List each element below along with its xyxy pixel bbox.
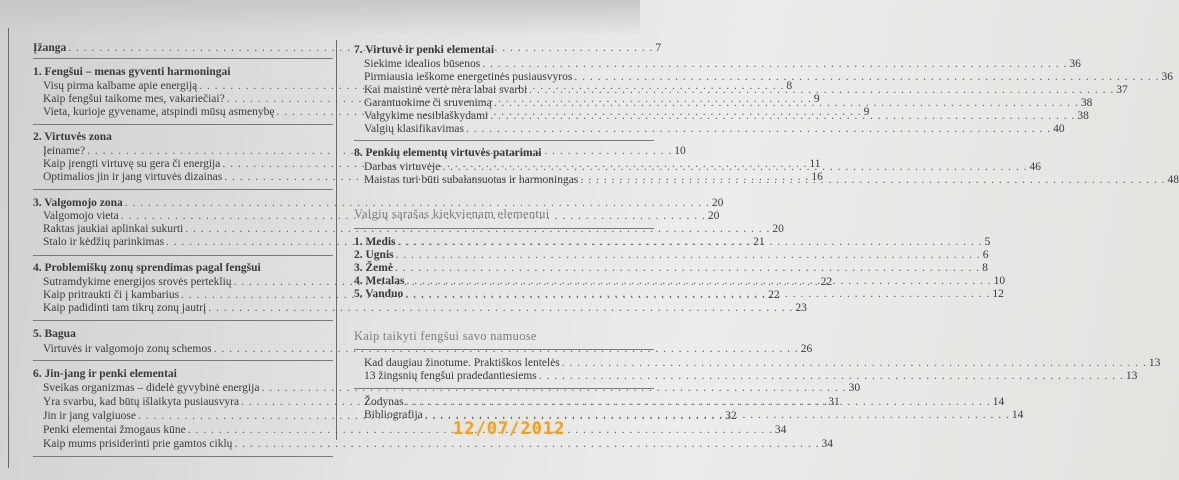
toc-page-number: 22 bbox=[820, 276, 833, 288]
divider bbox=[33, 189, 333, 190]
toc-page-number: 40 bbox=[1053, 123, 1065, 135]
toc-entry bbox=[364, 110, 1089, 122]
toc-entry bbox=[364, 71, 1173, 83]
toc-page-number: 34 bbox=[821, 438, 834, 450]
toc-entry-label: Kaip fengšui taikome mes, vakariečiai? bbox=[43, 93, 225, 105]
toc-entry-label: 2. Ugnis bbox=[354, 249, 394, 261]
divider bbox=[33, 58, 333, 59]
dot-leader bbox=[539, 370, 1124, 382]
left-margin-rule bbox=[8, 28, 9, 468]
toc-page-number: 14 bbox=[992, 396, 1005, 408]
toc-entry-label: Pirmiausia ieškome energetinės pusiausvyros bbox=[364, 71, 573, 83]
toc-entry-label: Kad daugiau žinotume. Praktiškos lentelės bbox=[364, 357, 560, 369]
toc-entry-label: 13 žingsnių fengšui pradedantiesiems bbox=[364, 370, 537, 382]
toc-section-title: 6. Jin-jang ir penki elementai bbox=[33, 368, 177, 380]
toc-page-number: 38 bbox=[1077, 110, 1089, 122]
toc-page-number: 9 bbox=[813, 93, 820, 105]
dot-leader bbox=[490, 110, 1075, 122]
divider bbox=[33, 456, 333, 457]
toc-entry-label: Optimalios jin ir jang virtuvės dizainas bbox=[43, 171, 223, 183]
toc-entry bbox=[364, 357, 1161, 369]
dot-leader bbox=[580, 174, 1165, 186]
toc-page-number: 14 bbox=[1011, 409, 1024, 421]
toc-page-number: 20 bbox=[707, 210, 720, 222]
toc-entry-label: 4. Metalas bbox=[354, 275, 405, 287]
toc-entry-label: Kaip pritraukti či į kambarius bbox=[43, 289, 180, 301]
toc-entry-label: Valgykime nesiblaškydami bbox=[364, 110, 489, 122]
divider bbox=[354, 349, 654, 350]
toc-entry-label: Darbas virtuvėje bbox=[364, 161, 441, 173]
toc-page-number: 13 bbox=[1148, 357, 1161, 369]
divider bbox=[354, 228, 654, 229]
dot-leader bbox=[482, 58, 1067, 70]
toc-entry-label: 5. Vanduo bbox=[354, 288, 404, 300]
toc-page-number: 21 bbox=[753, 236, 765, 248]
toc-page-number: 8 bbox=[982, 262, 988, 274]
toc-entry-label: Bibliografija bbox=[364, 409, 423, 421]
toc-section-title: 2. Virtuvės zona bbox=[33, 131, 112, 143]
toc-page-number: 5 bbox=[984, 236, 991, 248]
toc-section-title: 3. Valgomojo zona bbox=[33, 197, 123, 209]
toc-page-number: 11 bbox=[809, 158, 821, 170]
toc-entry-label: Žodynas bbox=[364, 396, 404, 408]
toc-entry-label: Penki elementai žmogaus kūne bbox=[43, 424, 186, 436]
dot-leader bbox=[395, 262, 980, 274]
toc-entry-label: Įeiname? bbox=[43, 145, 86, 157]
divider bbox=[33, 320, 333, 321]
toc-page-number: 12 bbox=[992, 288, 1004, 300]
section-heading-food-list: Valgių sąrašas kiekvienam elementui bbox=[354, 207, 550, 221]
divider bbox=[33, 360, 333, 361]
dot-leader bbox=[442, 161, 1027, 173]
toc-page-number: 20 bbox=[711, 197, 724, 209]
toc-entry-label: 3. Žemė bbox=[354, 262, 393, 274]
divider bbox=[354, 140, 654, 141]
dot-leader bbox=[562, 357, 1147, 369]
dot-leader bbox=[466, 123, 1051, 135]
toc-page-number: 10 bbox=[674, 145, 686, 157]
toc-section-title: 7. Virtuvė ir penki elementai bbox=[354, 44, 495, 56]
toc-entry-label: Yra svarbu, kad būtų išlaikyta pusiausvyra bbox=[43, 396, 240, 408]
toc-page-number: 37 bbox=[1116, 84, 1128, 96]
toc-entry bbox=[43, 223, 784, 235]
toc-entry-label: Maistas turi būti subalansuotas ir harmoningas bbox=[364, 174, 579, 186]
dot-leader bbox=[574, 71, 1159, 83]
toc-entry-label: Raktas jaukiai aplinkai sukurti bbox=[43, 223, 184, 235]
toc-page-number: 9 bbox=[863, 106, 870, 118]
toc-entry bbox=[43, 343, 813, 355]
toc-entry-label: 1. Medis bbox=[354, 236, 396, 248]
dot-leader bbox=[396, 249, 981, 261]
toc-entry-label: Įžanga bbox=[33, 42, 67, 54]
toc-page-number: 8 bbox=[786, 80, 793, 92]
toc-page-number: 13 bbox=[1125, 370, 1138, 382]
toc-entry bbox=[354, 262, 988, 274]
toc-page-number: 30 bbox=[848, 382, 861, 394]
toc-page-number: 36 bbox=[1069, 58, 1081, 70]
toc-page-number: 26 bbox=[800, 343, 813, 355]
dot-leader bbox=[405, 288, 990, 300]
toc-page-number: 36 bbox=[1161, 71, 1173, 83]
toc-entry-label: Valgių klasifikavimas bbox=[364, 123, 464, 135]
toc-entry-label: Jin ir jang valgiuose bbox=[43, 410, 136, 422]
toc-entry-label: Virtuvės ir valgomojo zonų schemos bbox=[43, 343, 212, 355]
toc-page-number: 10 bbox=[993, 275, 1006, 287]
toc-section-title: 8. Penkių elementų virtuvės patarimai bbox=[354, 147, 542, 159]
toc-page-number: 7 bbox=[655, 42, 662, 54]
divider bbox=[354, 388, 654, 389]
toc-entry-label: Kaip įrengti virtuvę su gera či energija bbox=[43, 158, 221, 170]
toc-page-number: 20 bbox=[772, 223, 784, 235]
toc-entry-label: Garantuokime či sruvenimą bbox=[364, 97, 492, 109]
divider bbox=[33, 255, 333, 256]
toc-entry-label: Visų pirma kalbame apie energiją bbox=[43, 80, 198, 92]
toc-page-number: 31 bbox=[828, 396, 840, 408]
toc-entry bbox=[43, 438, 834, 450]
toc-entry bbox=[364, 97, 1093, 109]
toc-entry-label: Sutramdykime energijos srovės perteklių bbox=[43, 276, 232, 288]
toc-entry bbox=[364, 370, 1138, 382]
toc-page-number: 16 bbox=[811, 171, 823, 183]
toc-page-number: 6 bbox=[982, 249, 989, 261]
toc-entry-label: Stalo ir kėdžių parinkimas bbox=[43, 236, 165, 248]
dot-leader bbox=[406, 396, 991, 408]
dot-leader bbox=[406, 275, 991, 287]
toc-entry bbox=[364, 58, 1081, 70]
toc-entry bbox=[354, 249, 989, 261]
toc-section-title: 5. Bagua bbox=[33, 328, 76, 340]
section-heading-apply: Kaip taikyti fengšui savo namuose bbox=[354, 329, 537, 343]
toc-page-number: 34 bbox=[774, 424, 787, 436]
toc-section-title: 1. Fengšui – menas gyventi harmoningai bbox=[33, 66, 231, 78]
toc-entry-label: Sveikas organizmas – didelė gyvybinė energija bbox=[43, 382, 260, 394]
toc-entry bbox=[364, 123, 1065, 135]
camera-date-stamp: 12/07/2012 bbox=[453, 419, 566, 439]
toc-entry bbox=[364, 84, 1128, 96]
toc-entry bbox=[43, 382, 861, 394]
toc-entry-label: Kaip mums prisiderinti prie gamtos ciklų bbox=[43, 438, 233, 450]
divider bbox=[33, 124, 333, 125]
toc-section-title-row bbox=[33, 197, 724, 209]
toc-entry-label: Valgomojo vieta bbox=[43, 210, 119, 222]
toc-entry-label: Kai maistinė vertė nėra labai svarbi bbox=[364, 84, 528, 96]
toc-page-number: 48 bbox=[1167, 174, 1179, 186]
toc-page-number: 22 bbox=[768, 289, 780, 301]
toc-page-number: 23 bbox=[795, 302, 807, 314]
toc-page-number: 46 bbox=[1029, 161, 1041, 173]
toc-entry-label: Siekime idealios būsenos bbox=[364, 58, 481, 70]
toc-section-title: 4. Problemiškų zonų sprendimas pagal fengšui bbox=[33, 262, 261, 274]
toc-entry bbox=[43, 302, 807, 314]
toc-page-number: 32 bbox=[725, 410, 737, 422]
dot-leader bbox=[529, 84, 1114, 96]
dot-leader bbox=[494, 97, 1079, 109]
toc-entry-label: Kaip padidinti tam tikrų zonų jautrį bbox=[43, 302, 207, 314]
toc-page-number: 38 bbox=[1080, 97, 1093, 109]
dot-leader bbox=[398, 236, 983, 248]
toc-entry-label: Vieta, kurioje gyvename, atspindi mūsų asmenybę bbox=[43, 106, 275, 118]
